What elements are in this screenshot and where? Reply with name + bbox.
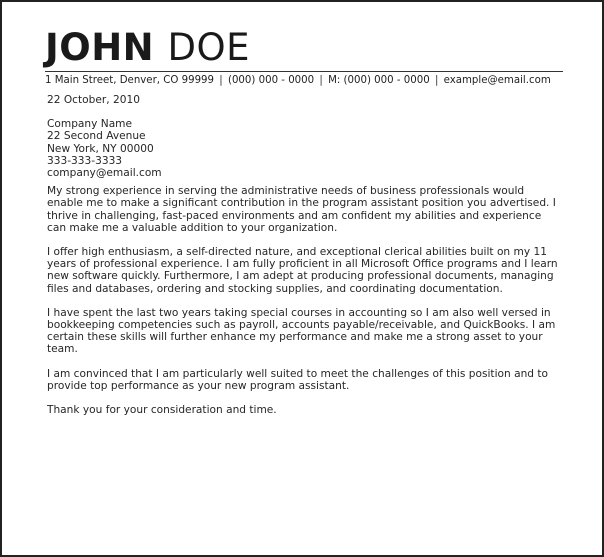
closing-line: Thank you for your consideration and time.	[47, 404, 277, 417]
recipient-email: company@email.com	[47, 167, 162, 180]
recipient-street: 22 Second Avenue	[47, 130, 146, 143]
sender-phone: (000) 000 - 0000	[227, 75, 315, 86]
recipient-company: Company Name	[47, 118, 133, 131]
body-paragraph-1: My strong experience in serving the administrative needs of business professionals would enable me to make a significant contribution in the program assistant position you advertised. I thrive in challenging, fast-paced environments and am confident my abilities and experience can make me a valuable addition to your organization.	[47, 185, 556, 234]
sender-mobile: M: (000) 000 - 0000	[328, 75, 430, 86]
contact-separator: |	[319, 75, 323, 86]
letter-body	[47, 94, 563, 416]
contact-separator: |	[219, 75, 223, 86]
body-paragraph-3: I have spent the last two years taking special courses in accounting so I am also well versed in bookkeeping competencies such as payroll, accounts payable/receivable, and QuickBooks. I am certain these skills will further enhance my performance and make me a strong asset to your team.	[47, 306, 556, 356]
body-paragraph-4: I am convinced that I am particularly well suited to meet the challenges of this position and to provide top performance as your new program assistant.	[47, 367, 549, 392]
sender-contact-line	[45, 71, 563, 88]
letter-date: 22 October, 2010	[47, 94, 140, 106]
sender-email: example@email.com	[443, 75, 551, 86]
sender-first-name: JOHN	[45, 26, 155, 69]
sender-address: 1 Main Street, Denver, CO 99999	[45, 75, 215, 86]
recipient-phone: 333-333-3333	[47, 154, 123, 167]
recipient-city: New York, NY 00000	[47, 142, 154, 155]
sender-name	[45, 28, 565, 68]
letterhead	[45, 28, 565, 88]
body-paragraph-2: I offer high enthusiasm, a self-directed nature, and exceptional clerical abilities built on my 11 years of professional experience. I am fully proficient in all Microsoft Office programs and I learn new software quickly. Furthermore, I am adept at producing professional documents, managing files and databases, ordering and stocking supplies, and coordinating documentation.	[47, 246, 558, 295]
sender-last-name: DOE	[167, 26, 251, 69]
recipient-block	[47, 118, 563, 179]
contact-separator: |	[434, 75, 439, 86]
